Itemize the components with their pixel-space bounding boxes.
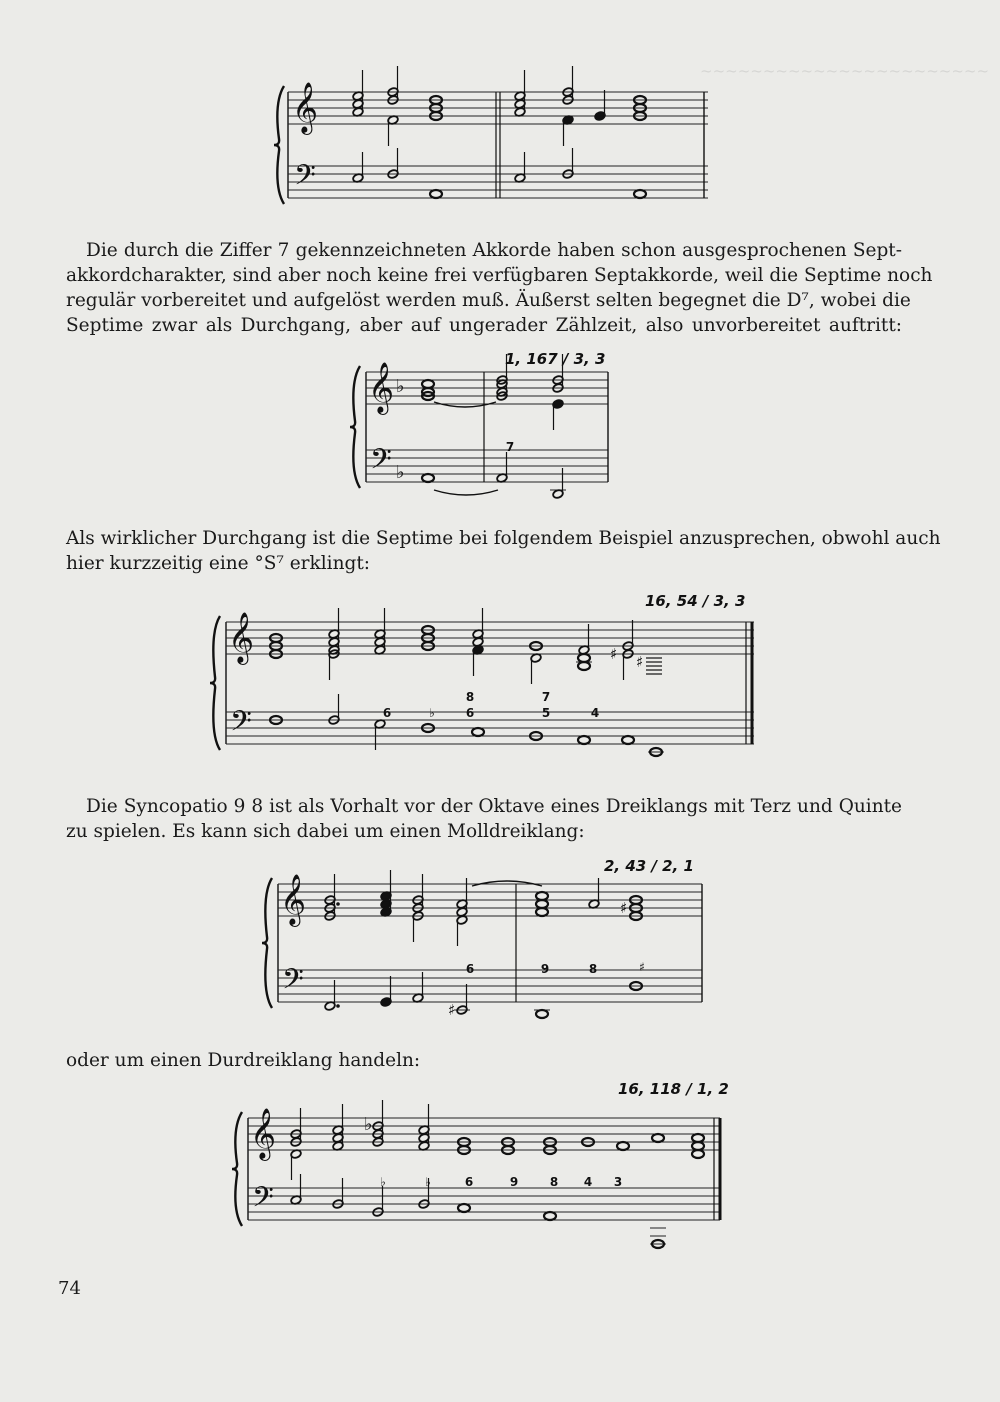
treble-clef-icon: 𝄞 <box>228 612 255 663</box>
system-brace <box>210 616 220 750</box>
flat-icon: ♭ <box>364 1114 373 1135</box>
sharp-icon: ♯ <box>636 653 644 671</box>
source-reference: 2, 43 / 2, 1 <box>604 857 694 875</box>
figured-bass: 6 <box>464 1175 474 1189</box>
figured-bass: 5 <box>541 706 551 720</box>
sharp-icon: ♯ <box>448 1001 456 1019</box>
whole-note <box>422 474 434 482</box>
whole-note <box>692 1142 704 1150</box>
flat-icon: ♭ <box>396 462 405 483</box>
text-line: Die durch die Ziffer 7 gekennzeichneten Akkorde haben schon ausgesprochenen Sept- <box>86 240 902 261</box>
bass-clef-icon: 𝄢 <box>252 1181 274 1221</box>
treble-clef-icon: 𝄞 <box>368 362 395 413</box>
system-brace <box>350 366 360 488</box>
music-example-4 <box>258 862 718 1032</box>
text-line: Septime zwar als Durchgang, aber auf ungerader Zählzeit, also unvorbereitet auftritt: <box>66 315 902 336</box>
whole-note <box>622 736 634 744</box>
source-reference: 1, 167 / 3, 3 <box>505 350 606 368</box>
whole-note <box>536 908 548 916</box>
whole-note <box>422 380 434 388</box>
treble-clef-icon: 𝄞 <box>292 82 319 133</box>
page-number: 74 <box>58 1278 81 1299</box>
text-line: oder um einen Durdreiklang handeln: <box>66 1050 421 1071</box>
figured-bass: 8 <box>465 690 475 704</box>
augmentation-dot <box>336 1004 340 1008</box>
figured-bass: 7 <box>541 690 551 704</box>
figured-bass: 6 <box>465 962 475 976</box>
text-line: hier kurzzeitig eine °S⁷ erklingt: <box>66 553 370 574</box>
text-line: zu spielen. Es kann sich dabei um einen Molldreiklang: <box>66 821 585 842</box>
figured-bass: 4 <box>590 706 600 720</box>
bass-clef-icon: 𝄢 <box>370 443 392 483</box>
figured-bass: 8 <box>549 1175 559 1189</box>
figured-bass: 9 <box>509 1175 519 1189</box>
source-reference: 16, 118 / 1, 2 <box>618 1080 729 1098</box>
bass-clef-icon: 𝄢 <box>294 159 316 199</box>
figured-bass: 6 <box>382 706 392 720</box>
whole-note <box>430 190 442 198</box>
whole-note <box>652 1134 664 1142</box>
music-example-3 <box>206 598 766 778</box>
flat-icon: ♭ <box>396 376 405 397</box>
sharp-icon: ♯ <box>620 899 628 917</box>
treble-clef-icon: 𝄞 <box>280 874 307 925</box>
paragraph-4 <box>66 1048 902 1073</box>
treble-clef-icon: 𝄞 <box>250 1108 277 1159</box>
paragraph-2 <box>66 526 941 576</box>
figured-bass: 4 <box>583 1175 593 1189</box>
augmentation-dot <box>336 902 340 906</box>
whole-note <box>578 654 590 662</box>
figured-bass: 8 <box>588 962 598 976</box>
text-line: Die Syncopatio 9 8 ist als Vorhalt vor der Oktave eines Dreiklangs mit Terz und Quinte <box>86 796 902 817</box>
whole-note <box>536 900 548 908</box>
whole-note <box>692 1150 704 1158</box>
bleed-through: ~~~~~~~~~~~~~~~~~~~~~~~ <box>700 62 990 80</box>
whole-note <box>472 728 484 736</box>
paragraph-1 <box>66 238 933 338</box>
music-example-2 <box>346 358 626 508</box>
whole-note <box>578 662 590 670</box>
music-example-1 <box>268 70 708 230</box>
whole-note <box>536 1010 548 1018</box>
whole-note <box>578 736 590 744</box>
text-line: Als wirklicher Durchgang ist die Septime bei folgendem Beispiel anzusprechen, obwohl auch <box>66 528 941 549</box>
system-brace <box>232 1112 242 1226</box>
bass-clef-icon: 𝄢 <box>282 963 304 1003</box>
whole-note <box>536 892 548 900</box>
figured-bass: 6 <box>465 706 475 720</box>
text-line: akkordcharakter, sind aber noch keine frei verfügbaren Septakkorde, weil die Septime noch <box>66 265 933 286</box>
paragraph-3 <box>66 794 902 844</box>
tie <box>434 490 498 495</box>
text-line: regulär vorbereitet und aufgelöst werden muß. Äußerst selten begegnet die D⁷, wobei die <box>66 290 911 311</box>
figured-bass: ♭ <box>425 1175 431 1189</box>
figured-bass: ♭ <box>429 706 435 720</box>
source-reference: 16, 54 / 3, 3 <box>645 592 746 610</box>
figured-bass: 3 <box>613 1175 623 1189</box>
system-brace <box>262 878 272 1008</box>
figured-bass: 9 <box>540 962 550 976</box>
whole-note <box>544 1212 556 1220</box>
bass-clef-icon: 𝄢 <box>230 705 252 745</box>
whole-note <box>692 1134 704 1142</box>
sharp-icon: ♯ <box>610 645 618 663</box>
whole-note <box>458 1204 470 1212</box>
figured-bass: 7 <box>505 440 515 454</box>
figured-bass: ♯ <box>639 960 645 974</box>
whole-note <box>634 190 646 198</box>
system-brace <box>274 86 284 204</box>
whole-note <box>617 1142 629 1150</box>
figured-bass: ♭ <box>380 1175 386 1189</box>
